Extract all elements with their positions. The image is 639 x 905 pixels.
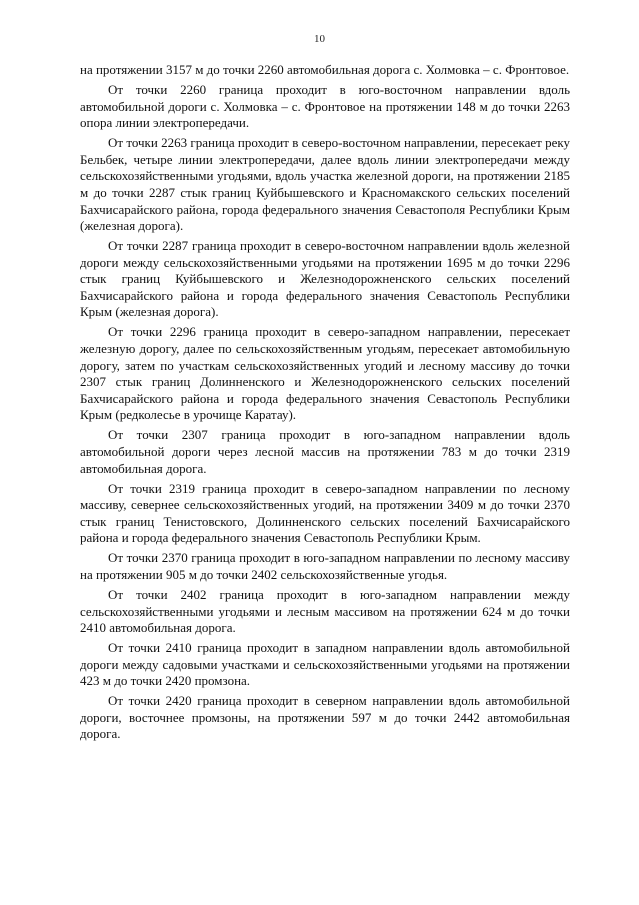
paragraph: От точки 2307 граница проходит в юго-западном направлении вдоль автомобильной дороги через лесной массив на протяжении 783 м до точки 2319 автомобильная дорога.: [80, 427, 570, 476]
paragraph: От точки 2370 граница проходит в юго-западном направлении по лесному массиву на протяжении 905 м до точки 2402 сельскохозяйственные угодья.: [80, 550, 570, 582]
paragraph: От точки 2260 граница проходит в юго-восточном направлении вдоль автомобильной дороги с. Холмовка – с. Фронтовое на протяжении 148 м до точки 2263 опора линии электропередачи.: [80, 81, 570, 131]
paragraph: От точки 2402 граница проходит в юго-западном направлении между сельскохозяйственными угодьями и лесным массивом на протяжении 624 м до точки 2410 автомобильная дорога.: [80, 586, 570, 636]
page-number: 10: [314, 33, 325, 45]
paragraph: От точки 2287 граница проходит в северо-восточном направлении вдоль железной дороги между сельскохозяйственными угодьями на протяжении 1695 м до точки 2296 стык границ Куйбышевского и Железнодорожненского сельских поселений Бахчисарайского района и города федерального значения Севастополь Республики Крым (железная дорога).: [80, 238, 570, 320]
paragraph: От точки 2420 граница проходит в северном направлении вдоль автомобильной дороги, восточнее промзоны, на протяжении 597 м до точки 2442 автомобильная дорога.: [80, 693, 570, 742]
paragraph: От точки 2410 граница проходит в западном направлении вдоль автомобильной дороги между садовыми участками и сельскохозяйственными угодьями на протяжении 423 м до точки 2420 промзона.: [80, 640, 570, 689]
paragraph: на протяжении 3157 м до точки 2260 автомобильная дорога с. Холмовка – с. Фронтовое.: [80, 62, 570, 77]
paragraph: От точки 2319 граница проходит в северо-западном направлении по лесному массиву, севернее сельскохозяйственных угодий, на протяжении 3409 м до точки 2370 стык границ Тенистовского, Долинненского сельских поселений Бахчисарайского района и города федерального значения Севастополь Республики Крым.: [80, 480, 570, 546]
document-body: [80, 62, 570, 746]
paragraph: От точки 2263 граница проходит в северо-восточном направлении, пересекает реку Бельбек, четыре линии электропередачи, далее вдоль линии электропередачи между сельскохозяйственными угодьями, вдоль участка железной дороги, на протяжении 2185 м до точки 2287 стык границ Куйбышевского и Красномакского сельских поселений Бахчисарайского района, города федерального значения Севастополя Республики Крым (железная дорога).: [80, 135, 570, 234]
paragraph: От точки 2296 граница проходит в северо-западном направлении, пересекает железную дорогу, далее по сельскохозяйственным угодьям, пересекает автомобильную дорогу, затем по участкам сельскохозяйственных угодий и лесному массиву до точки 2307 стык границ Долинненского и Железнодорожненского сельских поселений Бахчисарайского района и города федерального значения Севастополь Республики Крым (редколесье в урочище Каратау).: [80, 324, 570, 423]
